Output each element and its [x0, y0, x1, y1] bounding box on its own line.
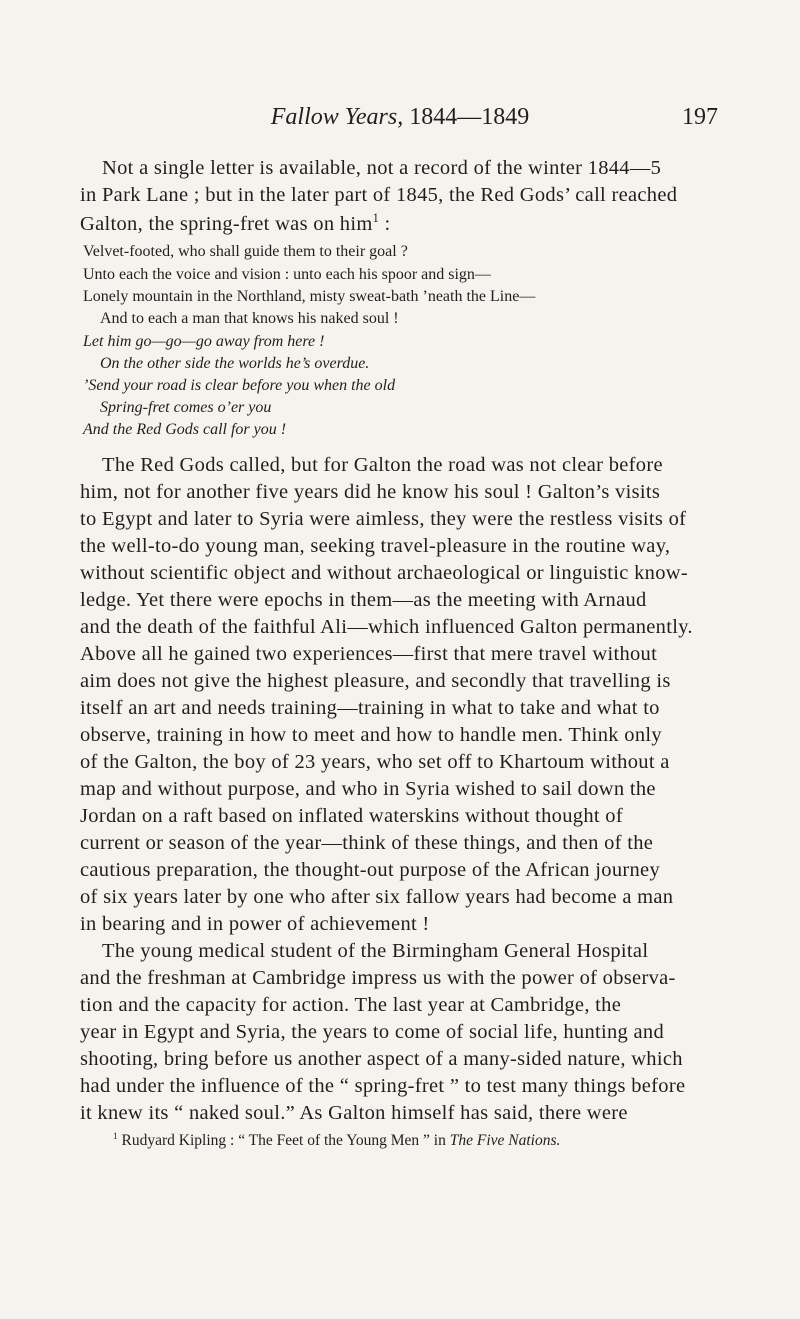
running-title-years: 1844—1849 [403, 104, 530, 130]
para3-line: it knew its “ naked soul.” As Galton himself has said, there were [80, 1102, 628, 1124]
para2-line: in bearing and in power of achievement ! [80, 913, 430, 935]
para3-line: and the freshman at Cambridge impress us with the power of observa- [80, 967, 676, 989]
para1-line: in Park Lane ; but in the later part of 1845, the Red Gods’ call reached [80, 184, 678, 206]
para2-line: aim does not give the highest pleasure, and secondly that travelling is [80, 670, 671, 692]
para2-line: observe, training in how to meet and how to handle men. Think only [80, 724, 662, 746]
para2-line: to Egypt and later to Syria were aimless, they were the restless visits of [80, 508, 687, 530]
para2-line: current or season of the year—think of these things, and then of the [80, 832, 654, 854]
para1-line-text: Galton, the spring-fret was on him [80, 212, 373, 235]
footnote-reference: 1 [372, 211, 380, 225]
running-title-italic: Fallow Years, [270, 104, 404, 130]
para2-line: the well-to-do young man, seeking travel-pleasure in the routine way, [80, 535, 671, 557]
para1-line [80, 211, 720, 236]
para1-line: Not a single letter is available, not a record of the winter 1844—5 [102, 157, 662, 179]
footnote-title: The Five Nations. [449, 1132, 561, 1150]
para2-line: of six years later by one who after six fallow years had become a man [80, 886, 674, 908]
footnote-text: Rudyard Kipling : “ The Feet of the Young Men ” in [117, 1132, 450, 1150]
page-header [0, 104, 800, 134]
para3-line: year in Egypt and Syria, the years to come of social life, hunting and [80, 1021, 665, 1043]
para2-line: Jordan on a raft based on inflated waterskins without thought of [80, 805, 623, 827]
para3-line: The young medical student of the Birmingham General Hospital [102, 940, 649, 962]
para2-line: without scientific object and without archaeological or linguistic know- [80, 562, 688, 584]
para2-line: of the Galton, the boy of 23 years, who set off to Khartoum without a [80, 751, 670, 773]
para2-line: The Red Gods called, but for Galton the road was not clear before [102, 454, 663, 476]
para1-line-colon: : [379, 212, 391, 235]
poem-line: And to each a man that knows his naked soul ! [100, 310, 399, 327]
running-title [0, 104, 800, 131]
page-number: 197 [682, 104, 718, 130]
poem-line: And the Red Gods call for you ! [83, 421, 287, 438]
poem-line: Velvet-footed, who shall guide them to their goal ? [83, 243, 408, 260]
poem-line: Spring-fret comes o’er you [100, 399, 272, 416]
para3-line: had under the influence of the “ spring-fret ” to test many things before [80, 1075, 686, 1097]
para3-line: tion and the capacity for action. The last year at Cambridge, the [80, 994, 622, 1016]
footnote [113, 1132, 753, 1150]
para2-line: and the death of the faithful Ali—which influenced Galton permanently. [80, 616, 693, 638]
poem-line: Unto each the voice and vision : unto each his spoor and sign— [83, 266, 491, 283]
poem-line: On the other side the worlds he’s overdue. [100, 355, 370, 372]
poem-line: Lonely mountain in the Northland, misty sweat-bath ’neath the Line— [83, 288, 536, 305]
poem-line: ’Send your road is clear before you when the old [83, 377, 396, 394]
poem-line: Let him go—go—go away from here ! [83, 333, 325, 350]
para2-line: cautious preparation, the thought-out purpose of the African journey [80, 859, 661, 881]
para2-line: ledge. Yet there were epochs in them—as the meeting with Arnaud [80, 589, 647, 611]
para2-line: him, not for another five years did he know his soul ! Galton’s visits [80, 481, 661, 503]
para3-line: shooting, bring before us another aspect of a many-sided nature, which [80, 1048, 683, 1070]
para2-line: map and without purpose, and who in Syria wished to sail down the [80, 778, 656, 800]
para2-line: itself an art and needs training—training in what to take and what to [80, 697, 660, 719]
footnote-marker: 1 [113, 1132, 118, 1142]
para2-line: Above all he gained two experiences—first that mere travel without [80, 643, 658, 665]
